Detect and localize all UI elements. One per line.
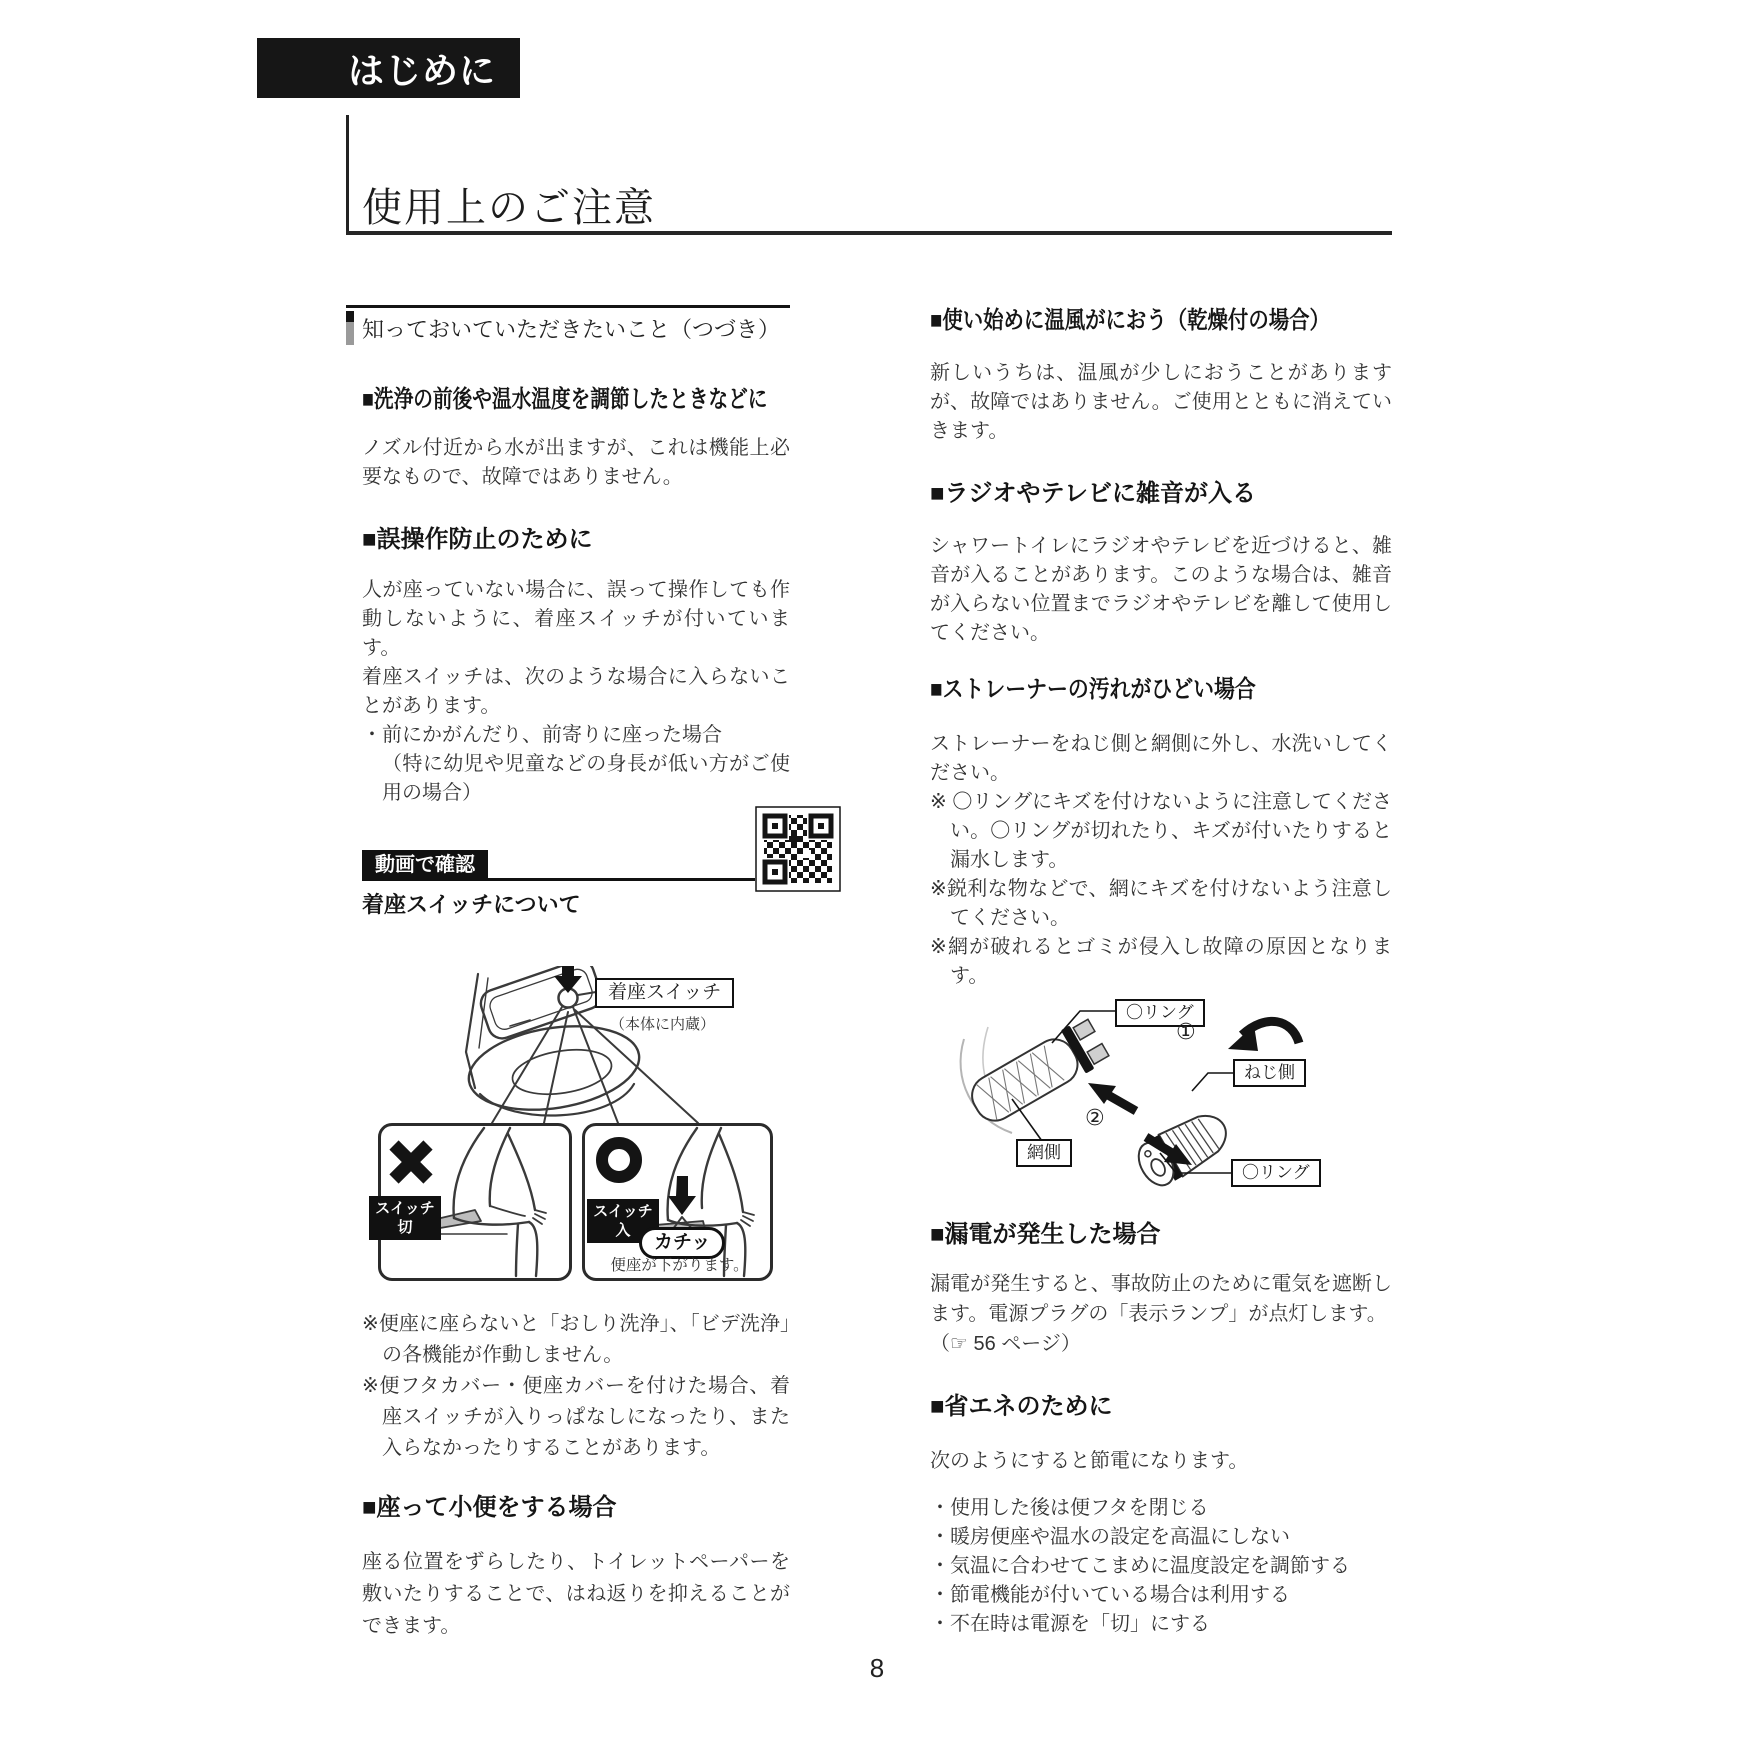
list-item: ・不在時は電源を「切」にする [930, 1613, 1210, 1635]
heading-radio-tv-noise: ■ラジオやテレビに雑音が入る [930, 480, 1257, 507]
ok-circle-icon [595, 1136, 643, 1184]
paragraph-strainer: ストレーナーをねじ側と網側に外し、水洗いしてください。 [930, 733, 1392, 784]
title-underline [346, 231, 1392, 235]
note-mesh-tear: ※網が破れるとゴミが侵入し故障の原因となります。 [930, 936, 1392, 987]
page-reference: （☞ 56 ページ） [930, 1333, 1081, 1355]
label-mesh-side: 網側 [1016, 1139, 1072, 1167]
page-title: 使用上のご注意 [362, 186, 656, 230]
video-check-tab: 動画で確認 [362, 850, 488, 881]
seat-switch-sublabel: （本体に内蔵） [610, 1016, 716, 1033]
switch-off-line2: 切 [397, 1219, 413, 1236]
switch-on-line2: 入 [615, 1222, 631, 1239]
heading-leakage: ■漏電が発生した場合 [930, 1221, 1161, 1248]
down-arrow-icon [554, 966, 582, 993]
video-check-row [362, 850, 755, 881]
list-item: ・使用した後は便フタを閉じる [930, 1497, 1209, 1519]
strainer-figure [930, 995, 1392, 1193]
switch-off-line1: スイッチ [375, 1200, 435, 1217]
left-column [362, 305, 810, 1642]
section-header-label: 知っておいていただきたいこと（つづき） [362, 317, 781, 342]
note-mesh-scratch: ※鋭利な物などで、網にキズを付けないよう注意してください。 [930, 878, 1392, 929]
page-number: 8 [869, 1653, 885, 1683]
ng-cross-icon [389, 1140, 433, 1184]
chapter-banner-label: はじめに [347, 49, 496, 91]
switch-on-line1: スイッチ [593, 1203, 653, 1220]
paragraph-leakage: 漏電が発生すると、事故防止のために電気を遮断します。電源プラグの「表示ランプ」が点灯します。 [930, 1273, 1392, 1325]
heading-warm-air-smell: ■使い始めに温風がにおう（乾燥付の場合） [930, 307, 1330, 334]
heading-strainer-dirt: ■ストレーナーの汚れがひどい場合 [930, 676, 1256, 703]
panel-switch-on [582, 1123, 773, 1281]
label-screw-side: ねじ側 [1233, 1059, 1306, 1087]
title-left-rule [346, 115, 349, 233]
note-oring-scratch: ※ 〇リングにキズを付けないように注意してください。〇リングが切れたり、キズが付いたりすると漏水します。 [930, 791, 1392, 871]
list-item: ・節電機能が付いている場合は利用する [930, 1584, 1290, 1606]
note-seat-functions: ※便座に座らないと「おしり洗浄」、「ビデ洗浄」 の各機能が作動しません。 [362, 1313, 810, 1366]
seat-switch-label: 着座スイッチ [595, 978, 734, 1008]
video-check-rule [488, 878, 755, 881]
paragraph-after-washing: ノズル付近から水が出ますが、これは機能上必要なもので、故障ではありません。 [362, 437, 790, 488]
label-oring-top: 〇リング [1115, 999, 1205, 1027]
bullet-lean-forward: ・前にかがんだり、前寄りに座った場合 [362, 724, 722, 746]
panel-switch-off [375, 1123, 572, 1281]
chapter-banner [257, 38, 520, 98]
section-header-continued [346, 305, 790, 350]
right-column [930, 307, 1392, 1639]
qr-code-icon [755, 806, 841, 892]
click-sound-balloon: カチッ [639, 1227, 725, 1259]
bullet-lean-forward-note: （特に幼児や児童などの身長が低い方がご使用の場合） [382, 753, 790, 804]
heading-sitting-urination: ■座って小便をする場合 [362, 1494, 617, 1521]
paragraph-energy-saving-intro: 次のようにすると節電になります。 [930, 1450, 1249, 1472]
heading-misoperation: ■誤操作防止のために [362, 526, 593, 553]
paragraph-seat-switch-2: 着座スイッチは、次のような場合に入らないことがあります。 [362, 666, 790, 717]
heading-after-washing: ■洗浄の前後や温水温度を調節したときなどに [362, 386, 768, 413]
paragraph-radio-tv-noise: シャワートイレにラジオやテレビを近づけると、雑音が入ることがあります。このような場合は、雑音が入らない位置までラジオやテレビを離して使用してください。 [930, 535, 1392, 644]
seat-switch-figure [362, 966, 790, 1281]
paragraph-sitting-urination: 座る位置をずらしたり、トイレットペーパーを敷いたりすることで、はね返りを抑えることができます。 [362, 1551, 790, 1637]
label-oring-bottom: 〇リング [1231, 1159, 1321, 1187]
list-item: ・気温に合わせてこまめに温度設定を調節する [930, 1555, 1350, 1577]
step-1-circled-number: ① [1176, 1019, 1196, 1044]
seat-lowers-caption: 便座が下がります。 [610, 1257, 749, 1274]
list-item: ・暖房便座や温水の設定を高温にしない [930, 1526, 1290, 1548]
paragraph-warm-air-smell: 新しいうちは、温風が少しにおうことがありますが、故障ではありません。ご使用とともに消えていきます。 [930, 362, 1392, 442]
heading-energy-saving: ■省エネのために [930, 1393, 1113, 1420]
energy-saving-list [930, 1494, 1392, 1639]
switch-off-badge [369, 1196, 441, 1240]
header-accent-bar-icon [346, 311, 354, 345]
step-2-circled-number: ② [1085, 1105, 1105, 1130]
paragraph-seat-switch-1: 人が座っていない場合に、誤って操作しても作動しないように、着座スイッチが付いています。 [362, 579, 790, 659]
note-seat-cover: ※便フタカバー・便座カバーを付けた場合、着座スイッチが入りっぱなしになったり、また入らなかったりすることがあります。 [362, 1375, 790, 1459]
video-check-caption: 着座スイッチについて [362, 892, 581, 917]
